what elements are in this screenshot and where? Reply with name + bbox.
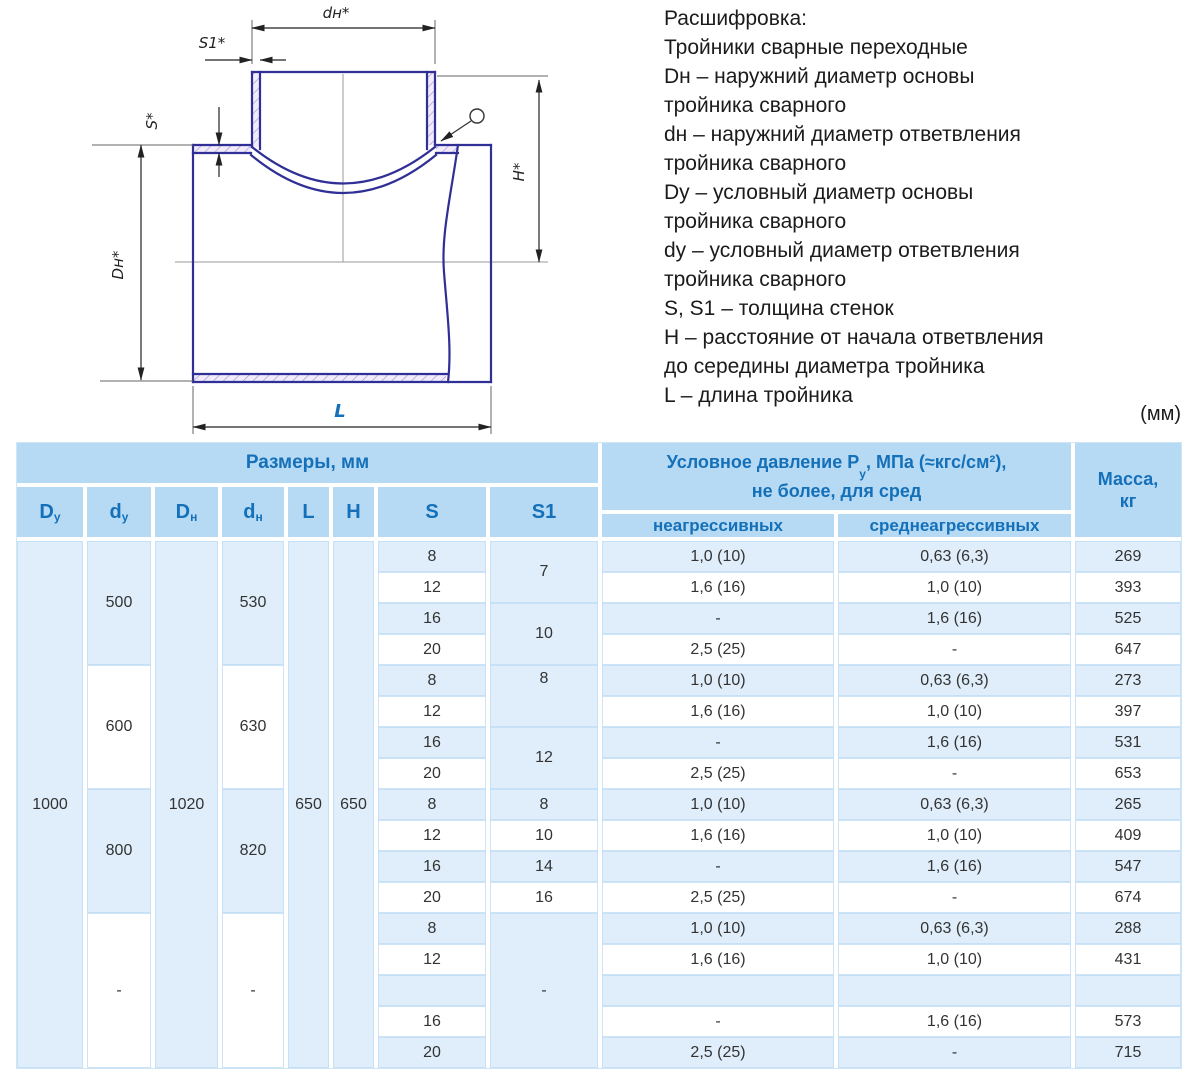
cell-p1-r4: 2,5 (25): [602, 634, 834, 665]
spec-table: [16, 442, 1182, 1069]
cell-p1-r13: 1,0 (10): [602, 913, 834, 944]
cell-p2-r8: -: [838, 758, 1071, 789]
cell-s1-r9: 8: [490, 789, 598, 820]
cell-dn-group1: 530: [222, 541, 284, 665]
legend-text: [664, 4, 1044, 410]
cell-p1-r1: 1,0 (10): [602, 541, 834, 572]
cell-p2-r16: 1,6 (16): [838, 1006, 1071, 1037]
dimension-lines: [141, 28, 539, 427]
cell-s-r4: 20: [378, 634, 486, 665]
cell-p1-r2: 1,6 (16): [602, 572, 834, 603]
legend-line: тройника сварного: [664, 94, 847, 117]
cell-s1-r12: 16: [490, 882, 598, 913]
col-header-dn-branch-outer: d н: [222, 487, 284, 537]
pressure-sub: у: [859, 467, 866, 481]
legend-line: тройника сварного: [664, 210, 847, 233]
legend-line: Расшифровка:: [664, 7, 808, 30]
cell-m-r3: 525: [1075, 603, 1181, 634]
cell-s-r8: 20: [378, 758, 486, 789]
cell-p2-r13: 0,63 (6,3): [838, 913, 1071, 944]
cell-m-r14: 431: [1075, 944, 1181, 975]
cell-s-r5: 8: [378, 665, 486, 696]
cell-m-r1: 269: [1075, 541, 1181, 572]
cell-p2-r11: 1,6 (16): [838, 851, 1071, 882]
cell-p2-r3: 1,6 (16): [838, 603, 1071, 634]
cell-p2-r6: 1,0 (10): [838, 696, 1071, 727]
pressure-t1: Условное давление P: [666, 452, 860, 472]
units-note: (мм): [1140, 403, 1181, 425]
cell-p2-r15: [838, 975, 1071, 1006]
cell-p2-r9: 0,63 (6,3): [838, 789, 1071, 820]
col-header-s1: S1: [490, 487, 598, 537]
tee-outline: [193, 72, 491, 382]
cell-s-r7: 16: [378, 727, 486, 758]
pressure-t2: , МПа (≈кгс/см²),: [865, 452, 1007, 472]
cell-s1-g2b: 12: [490, 727, 598, 789]
cell-s-r11: 16: [378, 851, 486, 882]
legend-line: dн – наружний диаметр ответвления: [664, 123, 1021, 146]
legend-line: до середины диаметра тройника: [664, 355, 985, 378]
col-header-l: L: [288, 487, 329, 537]
legend-line: тройника сварного: [664, 152, 847, 175]
weld-callout-icon: [441, 109, 484, 141]
cell-s-r17: 20: [378, 1037, 486, 1068]
dim-label-dn-top: dн*: [322, 4, 350, 22]
cell-s-r6: 12: [378, 696, 486, 727]
cell-m-r16: 573: [1075, 1006, 1181, 1037]
pressure-t3: не более, для сред: [751, 481, 922, 501]
cell-h-all: 650: [333, 541, 374, 1068]
cell-dn-group2: 630: [222, 665, 284, 789]
cell-s-r10: 12: [378, 820, 486, 851]
cell-s1-g1b: 10: [490, 603, 598, 665]
col-header-dy-cond: D у: [17, 487, 83, 537]
cell-p2-r17: -: [838, 1037, 1071, 1068]
cell-p2-r10: 1,0 (10): [838, 820, 1071, 851]
legend-line: L – длина тройника: [664, 384, 853, 407]
cell-p1-r9: 1,0 (10): [602, 789, 834, 820]
legend-line: dy – условный диаметр ответвления: [664, 239, 1020, 262]
tee-drawing: [0, 0, 660, 443]
cell-m-r13: 288: [1075, 913, 1181, 944]
cell-dy-all: 1000: [17, 541, 83, 1068]
cell-m-r4: 647: [1075, 634, 1181, 665]
cell-m-r11: 547: [1075, 851, 1181, 882]
cell-dn-group3: 820: [222, 789, 284, 913]
cell-m-r10: 409: [1075, 820, 1181, 851]
header-dimensions-group: Размеры, мм: [17, 443, 598, 483]
cell-p2-r14: 1,0 (10): [838, 944, 1071, 975]
cell-m-r12: 674: [1075, 882, 1181, 913]
cell-p1-r5: 1,0 (10): [602, 665, 834, 696]
cell-dn-all: 1020: [155, 541, 218, 1068]
dim-label-s1: S1*: [198, 34, 226, 52]
cell-p2-r12: -: [838, 882, 1071, 913]
cell-p1-r11: -: [602, 851, 834, 882]
legend-line: тройника сварного: [664, 268, 847, 291]
cell-s-r12: 20: [378, 882, 486, 913]
col-header-midaggressive: среднеагрессивных: [838, 514, 1071, 537]
col-header-dn-outer: D н: [155, 487, 218, 537]
cell-dy-group1: 500: [87, 541, 151, 665]
cell-p1-r16: -: [602, 1006, 834, 1037]
cell-p1-r10: 1,6 (16): [602, 820, 834, 851]
dim-label-h: H*: [510, 162, 528, 182]
cell-p1-r12: 2,5 (25): [602, 882, 834, 913]
cell-p2-r5: 0,63 (6,3): [838, 665, 1071, 696]
legend-line: H – расстояние от начала ответвления: [664, 326, 1044, 349]
legend-line: S, S1 – толщина стенок: [664, 297, 894, 320]
cell-dy-group3: 800: [87, 789, 151, 913]
dim-label-s: S*: [143, 112, 161, 130]
cell-s-r9: 8: [378, 789, 486, 820]
cell-s-r3: 16: [378, 603, 486, 634]
cell-m-r8: 653: [1075, 758, 1181, 789]
col-header-nonaggressive: неагрессивных: [602, 514, 834, 537]
legend-line: Dн – наружний диаметр основы: [664, 65, 975, 88]
cell-m-r17: 715: [1075, 1037, 1181, 1068]
dim-label-dn-side: Dн*: [109, 250, 127, 280]
cell-m-r7: 531: [1075, 727, 1181, 758]
cell-dn-group4: -: [222, 913, 284, 1068]
cell-s1-g1a: 7: [490, 541, 598, 603]
cell-s-r16: 16: [378, 1006, 486, 1037]
break-line: [443, 145, 458, 382]
cell-p1-r7: -: [602, 727, 834, 758]
cell-m-r2: 393: [1075, 572, 1181, 603]
cell-s-r15: [378, 975, 486, 1006]
cell-m-r6: 397: [1075, 696, 1181, 727]
col-header-s: S: [378, 487, 486, 537]
col-header-h: H: [333, 487, 374, 537]
cell-s1-g4: -: [490, 913, 598, 1068]
cell-s1-g2a: 8: [490, 665, 598, 727]
cell-p1-r14: 1,6 (16): [602, 944, 834, 975]
cell-m-r5: 273: [1075, 665, 1181, 696]
cell-p2-r7: 1,6 (16): [838, 727, 1071, 758]
cell-p1-r6: 1,6 (16): [602, 696, 834, 727]
cell-p1-r15: [602, 975, 834, 1006]
mass-line2: кг: [1119, 491, 1137, 511]
col-header-dy-branch-cond: d у: [87, 487, 151, 537]
cell-l-all: 650: [288, 541, 329, 1068]
extension-lines: [92, 20, 548, 434]
cell-s-r2: 12: [378, 572, 486, 603]
cell-p1-r17: 2,5 (25): [602, 1037, 834, 1068]
cell-s-r1: 8: [378, 541, 486, 572]
cell-p2-r2: 1,0 (10): [838, 572, 1071, 603]
col-header-mass: [1075, 443, 1181, 537]
pressure-group-text: [667, 451, 1007, 502]
cell-p2-r1: 0,63 (6,3): [838, 541, 1071, 572]
mass-line1: Масса,: [1097, 469, 1159, 489]
cell-s1-r11: 14: [490, 851, 598, 882]
dim-label-l: L: [334, 401, 346, 422]
cell-s-r14: 12: [378, 944, 486, 975]
cell-dy-group4: -: [87, 913, 151, 1068]
legend-line: Тройники сварные переходные: [664, 36, 968, 59]
cell-dy-group2: 600: [87, 665, 151, 789]
cell-m-r15: [1075, 975, 1181, 1006]
cell-p1-r8: 2,5 (25): [602, 758, 834, 789]
cell-s-r13: 8: [378, 913, 486, 944]
cell-s1-r10: 10: [490, 820, 598, 851]
header-pressure-group: [602, 443, 1071, 510]
cell-m-r9: 265: [1075, 789, 1181, 820]
legend-line: Dy – условный диаметр основы: [664, 181, 974, 204]
cell-p2-r4: -: [838, 634, 1071, 665]
cell-p1-r3: -: [602, 603, 834, 634]
hatch-sections: [194, 73, 457, 382]
